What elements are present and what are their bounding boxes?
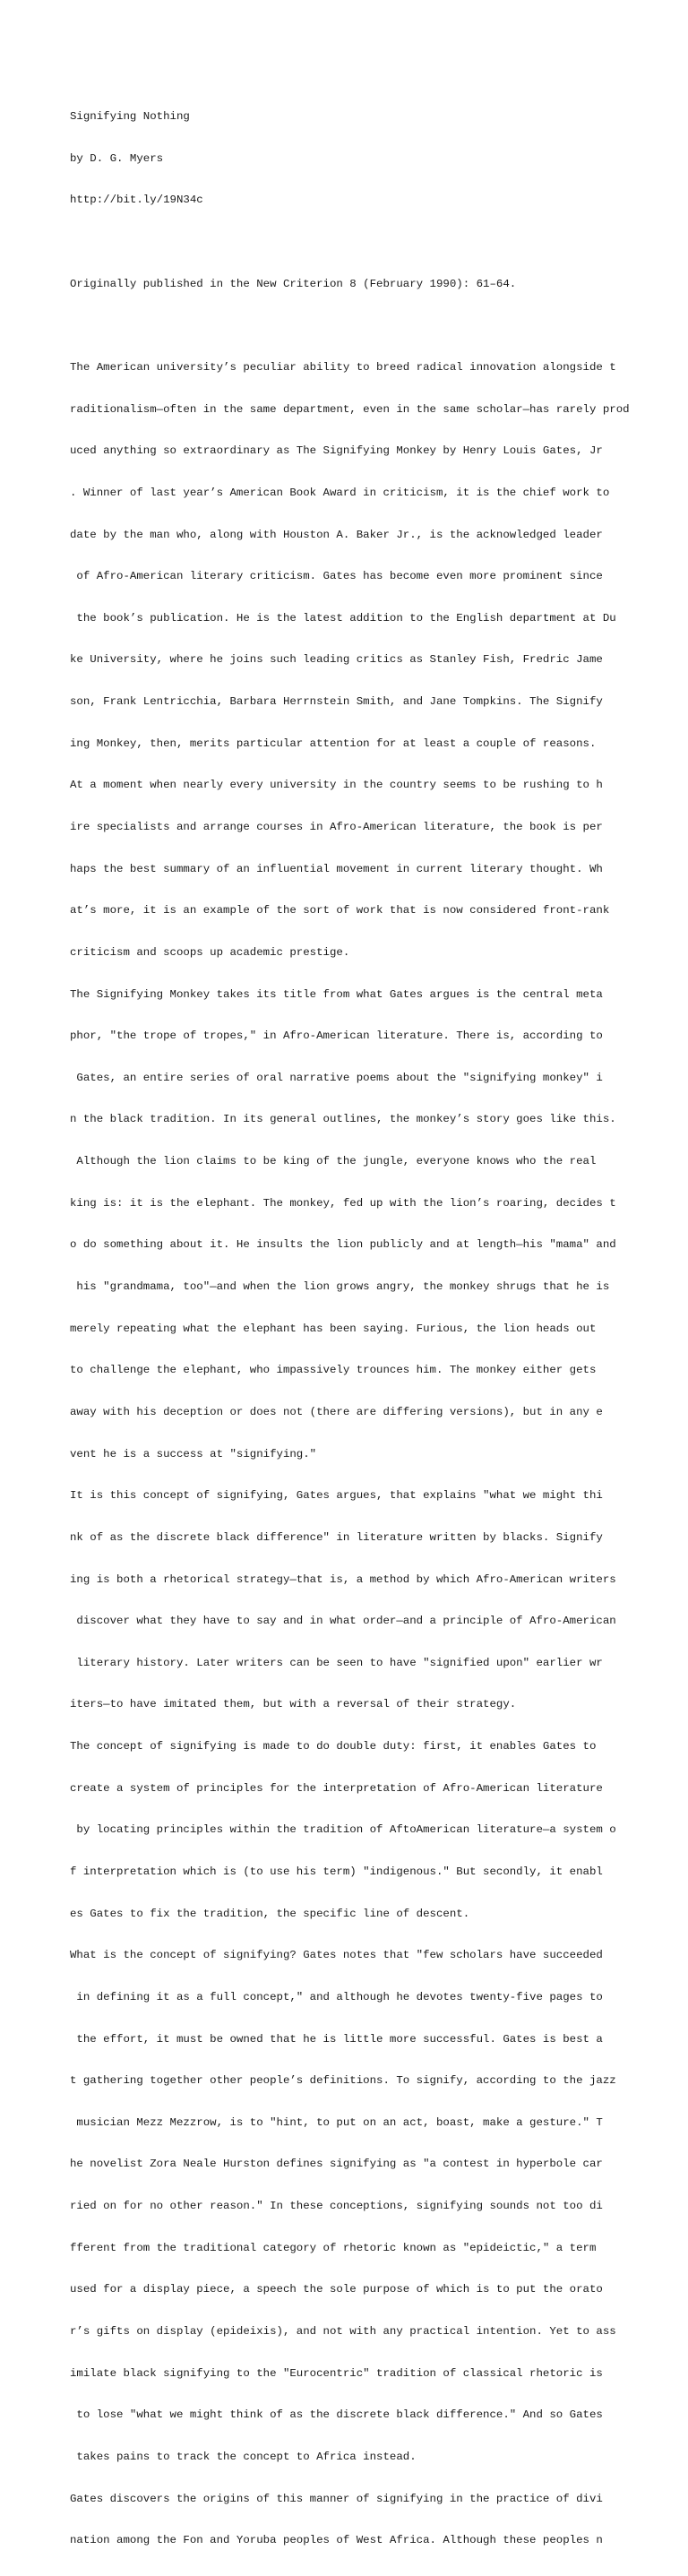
- body-text-line: criticism and scoops up academic prestige.: [70, 945, 350, 959]
- body-text-line: of Afro-American literary criticism. Gates has become even more prominent since: [70, 570, 603, 583]
- body-text-line: the effort, it must be owned that he is little more successful. Gates is best a: [70, 2032, 603, 2046]
- body-text-line: ried on for no other reason." In these conceptions, signifying sounds not too di: [70, 2200, 603, 2213]
- body-text-line: used for a display piece, a speech the sole purpose of which is to put the orato: [70, 2283, 603, 2296]
- body-text-line: in defining it as a full concept," and although he devotes twenty-five pages to: [70, 1990, 603, 2003]
- body-text-line: by locating principles within the tradition of AftoAmerican literature—a system o: [70, 1823, 616, 1837]
- body-text-line: f interpretation which is (to use his term) "indigenous." But secondly, it enabl: [70, 1865, 603, 1878]
- body-text-line: son, Frank Lentricchia, Barbara Herrnstein Smith, and Jane Tompkins. The Signify: [70, 695, 603, 709]
- document-title: Signifying Nothing: [70, 110, 190, 124]
- body-text-line: to lose "what we might think of as the discrete black difference." And so Gates: [70, 2408, 603, 2422]
- body-text-line: vent he is a success at "signifying.": [70, 1447, 317, 1460]
- body-text-line: Gates, an entire series of oral narrative poems about the "signifying monkey" i: [70, 1071, 603, 1084]
- body-text-line: iters—to have imitated them, but with a reversal of their strategy.: [70, 1698, 517, 1711]
- body-text-line: n the black tradition. In its general outlines, the monkey’s story goes like this.: [70, 1113, 616, 1126]
- body-text-line: The American university’s peculiar ability to breed radical innovation alongside t: [70, 360, 616, 374]
- body-text-line: to challenge the elephant, who impassively trounces him. The monkey either gets: [70, 1364, 597, 1377]
- body-text-line: es Gates to fix the tradition, the specific line of descent.: [70, 1907, 470, 1920]
- body-text-line: imilate black signifying to the "Eurocentric" tradition of classical rhetoric is: [70, 2366, 603, 2380]
- body-text-line: ing is both a rhetorical strategy—that is, a method by which Afro-American writers: [70, 1572, 616, 1586]
- body-text-line: king is: it is the elephant. The monkey, fed up with the lion’s roaring, decides t: [70, 1196, 616, 1210]
- body-text-line: Although the lion claims to be king of the jungle, everyone knows who the real: [70, 1155, 597, 1168]
- body-text-line: he novelist Zora Neale Hurston defines signifying as "a contest in hyperbole car: [70, 2158, 603, 2171]
- body-text-line: The Signifying Monkey takes its title from what Gates argues is the central meta: [70, 987, 603, 1001]
- body-text-line: . Winner of last year’s American Book Award in criticism, it is the chief work to: [70, 486, 610, 499]
- body-text-line: o do something about it. He insults the lion publicly and at length—his "mama" and: [70, 1238, 616, 1252]
- body-text-line: t gathering together other people’s definitions. To signify, according to the jazz: [70, 2074, 616, 2088]
- body-text-line: nk of as the discrete black difference" in literature written by blacks. Signify: [70, 1530, 603, 1544]
- document-text: [70, 82, 679, 2576]
- body-text-line: uced anything so extraordinary as The Signifying Monkey by Henry Louis Gates, Jr: [70, 444, 603, 458]
- body-text-line: musician Mezz Mezzrow, is to "hint, to put on an act, boast, make a gesture." T: [70, 2115, 603, 2129]
- body-text-line: What is the concept of signifying? Gates notes that "few scholars have succeeded: [70, 1949, 603, 1962]
- document-byline: by D. G. Myers: [70, 151, 164, 165]
- body-text-line: The concept of signifying is made to do double duty: first, it enables Gates to: [70, 1740, 597, 1753]
- body-text-line: haps the best summary of an influential movement in current literary thought. Wh: [70, 862, 603, 875]
- blank-line: [70, 319, 679, 333]
- body-text-line: literary history. Later writers can be seen to have "signified upon" earlier wr: [70, 1656, 603, 1669]
- body-text-line: at’s more, it is an example of the sort of work that is now considered front-rank: [70, 904, 610, 918]
- body-text-line: At a moment when nearly every university in the country seems to be rushing to h: [70, 779, 603, 792]
- body-text-line: create a system of principles for the interpretation of Afro-American literature: [70, 1781, 603, 1795]
- document-link[interactable]: http://bit.ly/19N34c: [70, 194, 203, 207]
- body-text-line: phor, "the trope of tropes," in Afro-American literature. There is, according to: [70, 1030, 603, 1043]
- body-text-line: Gates discovers the origins of this manner of signifying in the practice of divi: [70, 2492, 603, 2505]
- body-text-line: r’s gifts on display (epideixis), and not with any practical intention. Yet to ass: [70, 2325, 616, 2339]
- publication-note: Originally published in the New Criterion 8 (February 1990): 61–64.: [70, 277, 517, 290]
- body-text-line: his "grandmama, too"—and when the lion grows angry, the monkey shrugs that he is: [70, 1280, 610, 1294]
- body-text-line: ing Monkey, then, merits particular attention for at least a couple of reasons.: [70, 737, 597, 750]
- body-text-line: nation among the Fon and Yoruba peoples of West Africa. Although these peoples n: [70, 2534, 603, 2547]
- body-text-line: merely repeating what the elephant has been saying. Furious, the lion heads out: [70, 1322, 597, 1335]
- body-text-line: discover what they have to say and in what order—and a principle of Afro-American: [70, 1615, 616, 1628]
- body-text-line: fferent from the traditional category of rhetoric known as "epideictic," a term: [70, 2241, 597, 2254]
- blank-line: [70, 236, 679, 250]
- body-text-line: away with his deception or does not (there are differing versions), but in any e: [70, 1405, 603, 1418]
- body-text-line: It is this concept of signifying, Gates argues, that explains "what we might thi: [70, 1489, 603, 1503]
- body-text-line: takes pains to track the concept to Africa instead.: [70, 2450, 417, 2463]
- body-text-line: raditionalism—often in the same department, even in the same scholar—has rarely prod: [70, 402, 630, 416]
- body-text-line: ire specialists and arrange courses in Afro-American literature, the book is per: [70, 820, 603, 833]
- body-text-line: the book’s publication. He is the latest addition to the English department at Du: [70, 611, 616, 625]
- body-text-line: date by the man who, along with Houston A. Baker Jr., is the acknowledged leader: [70, 528, 603, 541]
- body-text-line: ke University, where he joins such leading critics as Stanley Fish, Fredric Jame: [70, 653, 603, 667]
